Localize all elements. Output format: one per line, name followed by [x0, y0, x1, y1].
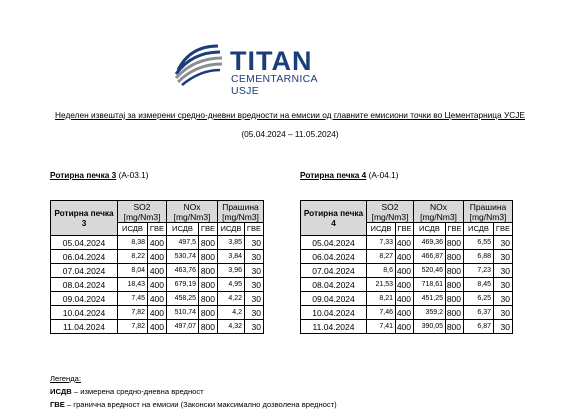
cell-dust: 6,25 [464, 292, 494, 306]
report-title: Неделен извештај за измерени средно-дневни вредности на емисии од главните емисиони точки во Цементарница УСЈЕ [55, 110, 525, 120]
cell-so2: 7,82 [118, 306, 148, 320]
cell-nox-limit: 800 [199, 264, 218, 278]
table-row [301, 292, 513, 306]
cell-date: 07.04.2024 [51, 264, 118, 278]
cell-nox: 497,5 [167, 236, 199, 250]
cell-nox-limit: 800 [446, 320, 464, 334]
table-row [51, 250, 264, 264]
kiln4-sub-isdv: ИСДВ [414, 223, 446, 236]
cell-so2: 7,46 [367, 306, 396, 320]
kiln3-header-main: Ротирна печка 3 [51, 201, 118, 236]
cell-dust: 4,95 [218, 278, 245, 292]
cell-dust-limit: 30 [245, 320, 264, 334]
cell-nox: 510,74 [167, 306, 199, 320]
titan-logo [170, 38, 340, 97]
cell-dust-limit: 30 [245, 264, 264, 278]
cell-so2-limit: 400 [148, 306, 167, 320]
cell-dust-limit: 30 [494, 320, 513, 334]
cell-nox: 469,36 [414, 236, 446, 250]
table-row [301, 278, 513, 292]
cell-dust-limit: 30 [245, 250, 264, 264]
kiln4-table-body [301, 236, 513, 334]
cell-so2: 8,38 [118, 236, 148, 250]
kiln3-header-so2: SO2 [mg/Nm3] [118, 201, 167, 223]
cell-date: 08.04.2024 [301, 278, 367, 292]
table-row [51, 236, 264, 250]
cell-so2: 8,04 [118, 264, 148, 278]
cell-dust: 3,96 [218, 264, 245, 278]
table-row [51, 320, 264, 334]
cell-nox: 458,25 [167, 292, 199, 306]
cell-so2-limit: 400 [148, 320, 167, 334]
cell-so2: 7,41 [367, 320, 396, 334]
legend-isdv-abbr: ИСДВ [50, 387, 72, 396]
cell-so2-limit: 400 [148, 292, 167, 306]
report-period: (05.04.2024 – 11.05.2024) [241, 129, 339, 139]
kiln4-sub-isdv: ИСДВ [464, 223, 494, 236]
table-row [301, 306, 513, 320]
cell-nox: 466,87 [414, 250, 446, 264]
cell-so2-limit: 400 [396, 278, 414, 292]
kiln3-sub-gve: ГВЕ [199, 223, 218, 236]
kiln3-sub-gve: ГВЕ [245, 223, 264, 236]
cell-so2: 7,33 [367, 236, 396, 250]
cell-nox-limit: 800 [446, 292, 464, 306]
cell-so2-limit: 400 [396, 306, 414, 320]
cell-so2: 8,6 [367, 264, 396, 278]
kiln3-table-body [51, 236, 264, 334]
table-row [51, 278, 264, 292]
legend-gve-text: – гранична вредност на емисии (Законски максимално дозволена вредност) [64, 400, 337, 409]
cell-so2: 21,53 [367, 278, 396, 292]
cell-so2: 8,21 [367, 292, 396, 306]
cell-so2-limit: 400 [396, 320, 414, 334]
cell-date: 09.04.2024 [51, 292, 118, 306]
kiln3-heading [50, 170, 149, 180]
legend-isdv [50, 387, 204, 396]
cell-so2: 8,22 [118, 250, 148, 264]
kiln4-header-main: Ротирна печка 4 [301, 201, 367, 236]
kiln3-sub-gve: ГВЕ [148, 223, 167, 236]
kiln4-header-dust: Прашина [mg/Nm3] [464, 201, 513, 223]
logo-wordmark: TITAN [230, 46, 313, 76]
legend-isdv-text: – измерена средно-дневна вредност [71, 387, 204, 396]
cell-nox: 390,05 [414, 320, 446, 334]
cell-date: 06.04.2024 [51, 250, 118, 264]
table-row [301, 264, 513, 278]
cell-dust: 6,87 [464, 320, 494, 334]
cell-nox: 497,07 [167, 320, 199, 334]
legend-gve-abbr: ГВЕ [50, 400, 65, 409]
cell-nox-limit: 800 [199, 306, 218, 320]
cell-dust: 6,88 [464, 250, 494, 264]
cell-nox-limit: 800 [199, 236, 218, 250]
cell-dust-limit: 30 [494, 264, 513, 278]
kiln3-header-dust: Прашина [mg/Nm3] [218, 201, 264, 223]
cell-date: 10.04.2024 [301, 306, 367, 320]
logo-subtitle: CEMENTARNICA USJE [231, 73, 318, 97]
cell-dust-limit: 30 [245, 278, 264, 292]
cell-nox: 530,74 [167, 250, 199, 264]
cell-so2-limit: 400 [148, 264, 167, 278]
cell-dust: 8,45 [464, 278, 494, 292]
kiln3-sub-isdv: ИСДВ [167, 223, 199, 236]
cell-nox-limit: 800 [446, 306, 464, 320]
cell-nox: 679,19 [167, 278, 199, 292]
kiln4-sub-gve: ГВЕ [494, 223, 513, 236]
table-row [51, 306, 264, 320]
table-row [51, 264, 264, 278]
kiln3-sub-isdv: ИСДВ [218, 223, 245, 236]
cell-so2-limit: 400 [396, 292, 414, 306]
kiln4-table [300, 200, 513, 334]
cell-so2: 7,45 [118, 292, 148, 306]
cell-so2-limit: 400 [148, 236, 167, 250]
cell-date: 05.04.2024 [301, 236, 367, 250]
titan-globe-icon [170, 40, 226, 86]
table-row [301, 236, 513, 250]
cell-nox-limit: 800 [199, 292, 218, 306]
legend-title: Легенда: [50, 374, 81, 383]
cell-nox-limit: 800 [199, 320, 218, 334]
cell-so2-limit: 400 [396, 264, 414, 278]
cell-nox-limit: 800 [199, 250, 218, 264]
kiln4-heading [300, 170, 399, 180]
cell-dust: 7,23 [464, 264, 494, 278]
cell-nox: 520,46 [414, 264, 446, 278]
kiln3-code: (А-03.1) [118, 170, 149, 180]
cell-date: 07.04.2024 [301, 264, 367, 278]
cell-nox: 451,25 [414, 292, 446, 306]
kiln4-header-nox: NOx [mg/Nm3] [414, 201, 464, 223]
cell-date: 05.04.2024 [51, 236, 118, 250]
cell-dust: 3,85 [218, 236, 245, 250]
kiln4-sub-gve: ГВЕ [446, 223, 464, 236]
cell-dust-limit: 30 [494, 250, 513, 264]
cell-nox-limit: 800 [446, 264, 464, 278]
cell-dust: 3,84 [218, 250, 245, 264]
cell-date: 11.04.2024 [51, 320, 118, 334]
cell-dust-limit: 30 [494, 292, 513, 306]
cell-date: 06.04.2024 [301, 250, 367, 264]
legend-gve [50, 400, 337, 409]
cell-nox-limit: 800 [199, 278, 218, 292]
table-row [301, 320, 513, 334]
cell-nox-limit: 800 [446, 236, 464, 250]
kiln4-code: (А-04.1) [368, 170, 399, 180]
cell-dust-limit: 30 [245, 236, 264, 250]
kiln3-sub-isdv: ИСДВ [118, 223, 148, 236]
cell-dust-limit: 30 [494, 306, 513, 320]
table-row [51, 292, 264, 306]
kiln4-header-so2: SO2 [mg/Nm3] [367, 201, 414, 223]
cell-dust-limit: 30 [245, 306, 264, 320]
kiln4-sub-gve: ГВЕ [396, 223, 414, 236]
cell-so2-limit: 400 [396, 250, 414, 264]
cell-dust: 6,37 [464, 306, 494, 320]
cell-dust: 4,22 [218, 292, 245, 306]
cell-so2: 18,43 [118, 278, 148, 292]
cell-date: 11.04.2024 [301, 320, 367, 334]
kiln4-sub-isdv: ИСДВ [367, 223, 396, 236]
cell-date: 10.04.2024 [51, 306, 118, 320]
kiln3-name: Ротирна печка 3 [50, 170, 117, 180]
cell-nox-limit: 800 [446, 278, 464, 292]
cell-dust-limit: 30 [494, 236, 513, 250]
cell-date: 09.04.2024 [301, 292, 367, 306]
cell-so2: 8,27 [367, 250, 396, 264]
cell-so2-limit: 400 [396, 236, 414, 250]
cell-dust-limit: 30 [494, 278, 513, 292]
kiln3-header-nox: NOx [mg/Nm3] [167, 201, 218, 223]
cell-nox-limit: 800 [446, 250, 464, 264]
kiln3-table [50, 200, 264, 334]
cell-dust: 4,32 [218, 320, 245, 334]
cell-date: 08.04.2024 [51, 278, 118, 292]
table-row [301, 250, 513, 264]
cell-so2-limit: 400 [148, 278, 167, 292]
cell-so2-limit: 400 [148, 250, 167, 264]
cell-nox: 718,61 [414, 278, 446, 292]
cell-so2: 7,82 [118, 320, 148, 334]
cell-nox: 463,76 [167, 264, 199, 278]
cell-nox: 359,2 [414, 306, 446, 320]
kiln4-name: Ротирна печка 4 [300, 170, 367, 180]
cell-dust: 4,2 [218, 306, 245, 320]
cell-dust-limit: 30 [245, 292, 264, 306]
cell-dust: 6,55 [464, 236, 494, 250]
